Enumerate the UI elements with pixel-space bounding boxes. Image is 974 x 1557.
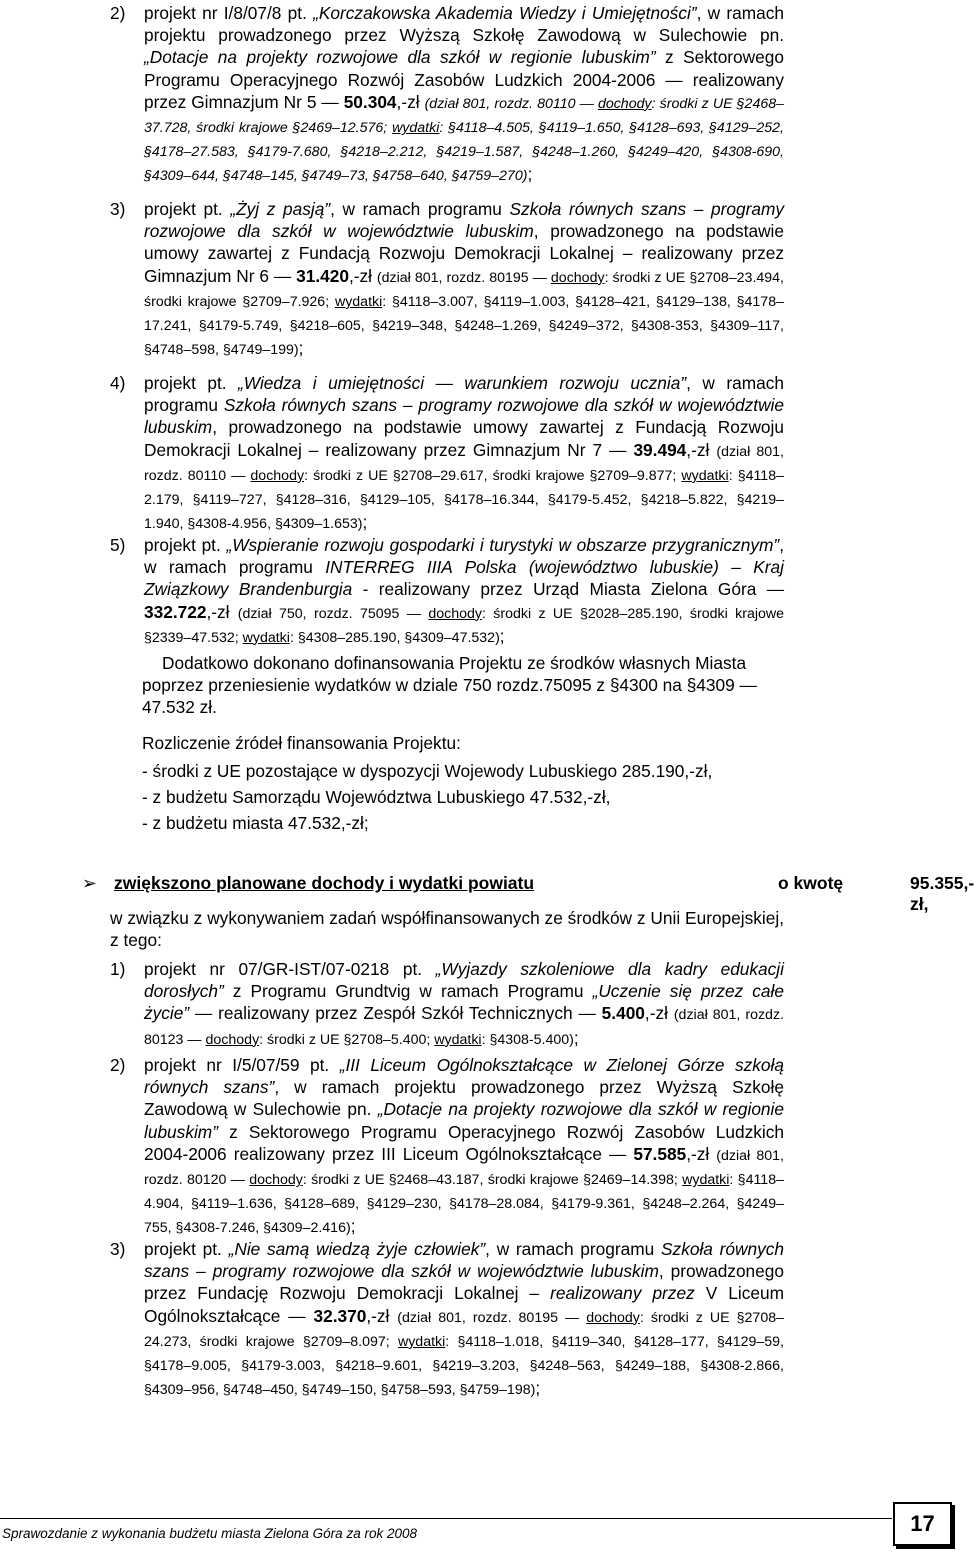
list-item (110, 1238, 784, 1401)
text-segment: realizowany przez (550, 1283, 695, 1304)
text-segment: Szkoła równych szans – programy rozwojowe dla szkół w województwie lubuskim (144, 395, 785, 438)
section-intro: w związku z wykonywaniem zadań współfinansowanych ze środków z Unii Europejskiej, z tego: (110, 908, 784, 951)
text-segment: „Korczakowska Akademia Wiedzy i Umiejętności” (313, 3, 697, 23)
list-item-number: 3) (110, 199, 126, 219)
arrow-bullet-icon: ➢ (82, 873, 97, 893)
text-segment: z Sektorowego Programu Operacyjnego Rozwój Zasobów Ludzkich 2004-2006 realizowany przez III Liceum Ogólnokształcące — (144, 1121, 784, 1164)
text-segment: wydatki (682, 1172, 730, 1189)
section-heading-title: zwiększono planowane dochody i wydatki powiatu (114, 873, 535, 893)
list-item-text (144, 534, 784, 649)
text-segment: (dział 801, rozdz. 80195 — (397, 1309, 587, 1326)
text-segment: ; (527, 164, 533, 185)
list-item-number: 4) (110, 373, 126, 393)
text-segment: : środki z UE §2028–285.190, środki krajowe §2339–47.532; (144, 605, 785, 646)
text-segment: , prowadzonego na podstawie umowy zawartej z Fundacją Rozwoju Demokracji Lokalnej – realizowany przez Gimnazjum Nr 6 — (144, 221, 784, 286)
text-segment: wydatki (392, 120, 440, 137)
text-segment: : środki z UE §2708–5.400; (259, 1031, 435, 1048)
text-segment: 332.722 (144, 601, 207, 622)
list-item-text (144, 372, 784, 535)
list-item (110, 958, 784, 1051)
footer-text: Sprawozdanie z wykonania budżetu miasta Zielona Góra za rok 2008 (2, 1526, 417, 1541)
text-segment: „Dotacje na projekty rozwojowe dla szkół w regionie lubuskim” (144, 1099, 784, 1142)
text-segment: (dział 801, rozdz. 80123 — (144, 1007, 784, 1048)
funding-source-line: - z budżetu Samorządu Województwa Lubuskiego 47.532,-zł, (142, 787, 611, 807)
text-segment: „Wiedza i umiejętności — warunkiem rozwoju ucznia” (238, 373, 687, 393)
text-segment: projekt pt. (144, 1239, 229, 1259)
text-segment: „Wspieranie rozwoju gospodarki i turystyki w obszarze przygranicznym” (226, 535, 780, 555)
text-segment: projekt pt. (144, 535, 227, 555)
text-segment: dochody (205, 1031, 260, 1048)
list-item-text (144, 2, 784, 188)
text-segment: dochody (428, 605, 482, 622)
text-segment: (dział 801, rozdz. 80195 — (376, 269, 551, 286)
text-segment: dochody (597, 95, 652, 112)
text-segment: ,-zł (206, 601, 238, 622)
text-segment: z Sektorowego Programu Operacyjnego Rozwój Zasobów Ludzkich 2004-2006 — realizowany przez Gimnazjum Nr 5 — (144, 47, 784, 112)
text-segment: ; (350, 1216, 356, 1237)
text-segment: : §4308–285.190, §4309–47.532) (289, 629, 500, 646)
text-segment: projekt pt. (144, 199, 231, 219)
text-segment: Szkoła równych szans – programy rozwojowe dla szkół w województwie lubuskim (144, 1239, 785, 1282)
text-segment: , w ramach programu (144, 535, 785, 578)
text-segment: : środki z UE §2708–23.494, środki krajowe §2709–7.926; (144, 269, 784, 310)
text-segment: : §4118–3.007, §4119–1.003, §4128–421, §4129–138, §4178–17.241, §4179-5.749, §4218–605, §4219–348, §4248–1.269, §4249–372, §4308-353, §4309–117, §4748–598, §4749–199) (144, 293, 784, 359)
text-segment: ,-zł (686, 439, 717, 460)
text-segment: „III Liceum Ogólnokształcące w Zielonej Górze szkołą równych szans” (144, 1055, 784, 1098)
text-segment: dochody (586, 1309, 640, 1326)
text-segment: , w ramach programu (485, 1239, 662, 1259)
text-segment: 39.494 (633, 439, 687, 460)
text-segment: 32.370 (313, 1305, 367, 1326)
text-segment: dochody (249, 1172, 303, 1189)
text-segment: : środki z UE §2708–29.617, środki krajowe §2709–9.877; (304, 467, 682, 484)
text-segment: ; (573, 1027, 579, 1048)
text-segment: 5.400 (601, 1003, 645, 1024)
list-item-number: 2) (110, 1055, 126, 1075)
text-segment: wydatki (334, 293, 383, 310)
text-segment: ; (298, 338, 304, 359)
text-segment: (dział 801, rozdz. 80110 — (424, 95, 598, 112)
list-item-text (144, 1238, 784, 1401)
text-segment: : środki z UE §2708–24.273, środki krajowe §2709–8.097; (144, 1309, 784, 1350)
additional-funding-paragraph: Dodatkowo dokonano dofinansowania Projektu ze środków własnych Miasta poprzez przeniesienie wydatków w dziale 750 rozdz.75095 z §4300 na §4309 — 47.532 zł. (142, 653, 757, 718)
text-segment: projekt nr I/5/07/59 pt. (144, 1055, 340, 1075)
list-item-text (144, 198, 784, 361)
text-segment: dochody (250, 467, 305, 484)
text-segment: z Programu Grundtvig w ramach Programu (223, 981, 593, 1002)
text-segment: „Nie samą wiedzą żyje człowiek” (228, 1239, 486, 1259)
text-segment: „Dotacje na projekty rozwojowe dla szkół w regionie lubuskim” (144, 47, 656, 68)
text-segment: dochody (550, 269, 605, 286)
section-heading-kwote: o kwotę (778, 873, 844, 893)
text-segment: ; (535, 1378, 541, 1399)
text-segment: , w ramach projektu prowadzonego przez Wyższą Szkołę Zawodową w Sulechowie pn. (144, 3, 784, 46)
funding-source-line: - środki z UE pozostające w dyspozycji Wojewody Lubuskiego 285.190,-zł, (142, 761, 713, 781)
text-segment: , prowadzonego przez Fundację Rozwoju Demokracji Lokalnej – (144, 1261, 785, 1304)
list-item-text (144, 1054, 784, 1240)
text-segment: : środki z UE §2468–43.187, środki krajowe §2469–14.398; (302, 1172, 683, 1189)
list-item (110, 1054, 784, 1240)
text-segment: : §4308-5.400) (481, 1031, 574, 1048)
text-segment: : środki z UE §2468–37.728, środki krajowe §2469–12.576; (144, 95, 785, 137)
text-segment: ,-zł (348, 265, 377, 286)
text-segment: : §4118–2.179, §4119–727, §4128–316, §4129–105, §4178–16.344, §4179-5.452, §4218–5.822, §4219–1.940, §4308-4.956, §4309–1.653) (144, 467, 784, 533)
list-item (110, 372, 784, 535)
text-segment: „Wyjazdy szkoleniowe dla kadry edukacji dorosłych” (144, 959, 784, 1002)
text-segment: 50.304 (343, 91, 397, 112)
text-segment: projekt nr 07/GR-IST/07-0218 pt. (144, 959, 436, 979)
funding-source-line: - z budżetu miasta 47.532,-zł; (142, 813, 369, 833)
text-segment: projekt nr I/8/07/8 pt. (144, 3, 314, 23)
text-segment: 31.420 (296, 265, 349, 286)
text-segment: ; (499, 625, 505, 646)
text-segment: ,-zł (686, 1143, 717, 1164)
text-segment: , w ramach programu (144, 373, 784, 416)
text-segment: wydatki (397, 1333, 446, 1350)
text-segment: (dział 801, rozdz. 80110 — (144, 443, 785, 484)
footer-divider (0, 1518, 892, 1519)
text-segment: ,-zł (396, 91, 425, 112)
text-segment: ,-zł (366, 1305, 398, 1326)
text-segment: , prowadzonego na podstawie umowy zawartej z Fundacją Rozwoju Demokracji Lokalnej – realizowany przez Gimnazjum Nr 7 — (144, 417, 784, 460)
list-item-number: 5) (110, 535, 126, 555)
list-item (110, 534, 784, 649)
text-segment: : §4118–4.505, §4119–1.650, §4128–693, §4129–252, §4178–27.583, §4179-7.680, §4218–2.212, §4219–1.587, §4248–1.260, §4249–420, §4308-690, §4309–644, §4748–145, §4749–73, §4758–640, §4759–270) (144, 120, 785, 185)
text-segment: wydatki (242, 629, 290, 646)
list-item-number: 1) (110, 959, 126, 979)
text-segment: „Żyj z pasją” (230, 199, 331, 219)
text-segment: , w ramach projektu prowadzonego przez Wyższą Szkołę Zawodową w Sulechowie pn. (144, 1077, 784, 1120)
section-heading-amount: 95.355,-zł, (910, 873, 974, 914)
text-segment: : §4118–4.904, §4119–1.636, §4128–689, §4129–230, §4178–28.084, §4179-9.361, §4248–2.264, §4249–755, §4308-7.246, §4309–2.416) (144, 1172, 784, 1237)
text-segment: ,-zł (644, 1003, 674, 1024)
section-heading (82, 873, 974, 914)
text-segment: INTERREG IIIA Polska (województwo lubuskie) – Kraj Związkowy Brandenburgia (144, 557, 784, 600)
list-item-number: 2) (110, 3, 126, 23)
text-segment: ; (362, 512, 368, 533)
list-item (110, 198, 784, 361)
text-segment: - realizowany przez Urząd Miasta Zielona Góra — (352, 579, 784, 600)
text-segment: wydatki (434, 1031, 482, 1048)
list-item-number: 3) (110, 1239, 126, 1259)
page-number: 17 (893, 1502, 952, 1546)
text-segment: (dział 750, rozdz. 75095 — (237, 605, 429, 622)
text-segment: , w ramach programu (330, 199, 510, 219)
text-segment: „Uczenie się przez całe życie” (144, 981, 784, 1024)
text-segment: : §4118–1.018, §4119–340, §4128–177, §4129–59, §4178–9.005, §4179-3.003, §4218–9.601, §4219–3.203, §4248–563, §4249–188, §4308-2.866, §4309–956, §4748–450, §4749–150, §4758–593, §4759–198) (144, 1333, 784, 1399)
list-item (110, 2, 784, 188)
list-item-text (144, 958, 784, 1051)
funding-settlement-title: Rozliczenie źródeł finansowania Projektu: (142, 733, 461, 753)
text-segment: wydatki (681, 467, 729, 484)
text-segment: projekt pt. (144, 373, 239, 393)
text-segment: — realizowany przez Zespół Szkół Technicznych — (189, 1003, 602, 1024)
text-segment: 57.585 (633, 1143, 687, 1164)
text-segment: V Liceum Ogólnokształcące — (144, 1283, 785, 1326)
text-segment: Szkoła równych szans – programy rozwojowe dla szkół w województwie lubuskim (144, 199, 785, 242)
text-segment: (dział 801, rozdz. 80120 — (144, 1147, 784, 1189)
